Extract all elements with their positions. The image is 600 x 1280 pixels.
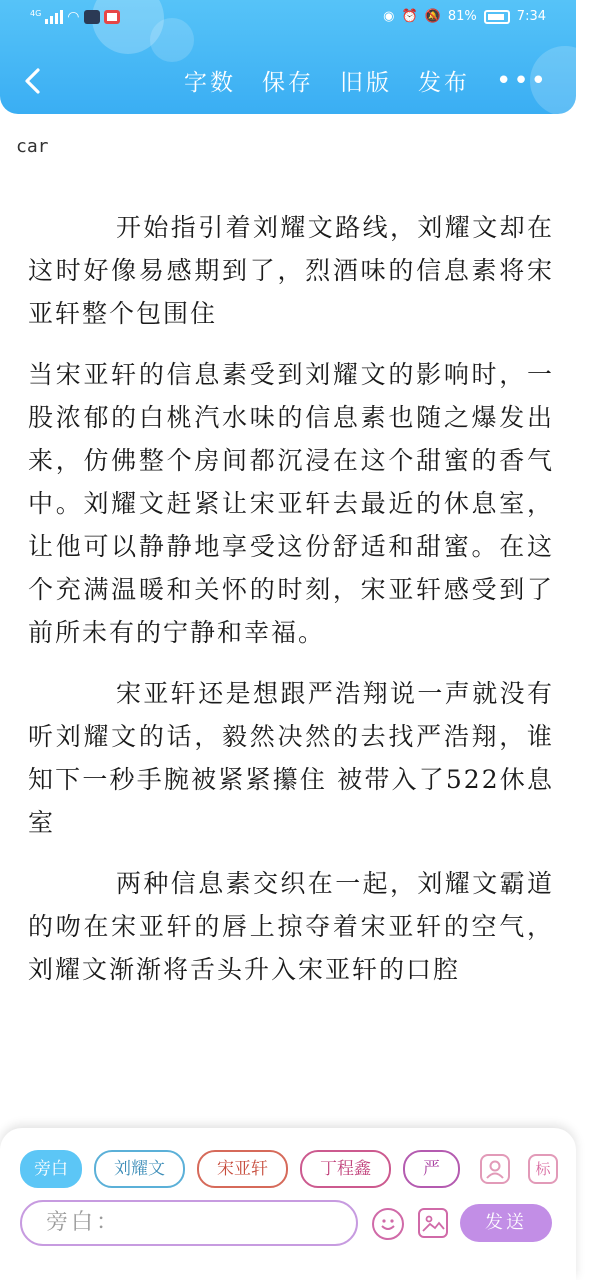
story-paragraph: 宋亚轩还是想跟严浩翔说一声就没有听刘耀文的话，毅然决然的去找严浩翔，谁知下一秒手腕被紧紧攥住 被带入了522休息室 [28, 679, 554, 837]
role-chip-list [20, 1150, 464, 1190]
app-header [0, 0, 576, 114]
word-count-button[interactable]: 字数 [183, 70, 236, 96]
battery-level: 81% [447, 9, 477, 24]
story-paragraph: 两种信息素交织在一起，刘耀文霸道的吻在宋亚轩的唇上掠夺着宋亚轩的空气，刘耀文渐渐将舌头升入宋亚轩的口腔 [28, 869, 554, 984]
app-notification-icon [104, 10, 120, 24]
role-chip-narration[interactable]: 旁白 [20, 1150, 82, 1188]
user-icon [482, 1156, 508, 1182]
tag-icon[interactable]: 标 [528, 1154, 558, 1184]
story-paragraph: 开始指引着刘耀文路线，刘耀文却在这时好像易感期到了，烈酒味的信息素将宋亚轩整个包围住 [28, 213, 554, 328]
role-chip[interactable]: 严 [403, 1150, 460, 1188]
notification-icon [84, 10, 100, 24]
story-content[interactable] [16, 128, 554, 1128]
author-tag: car [16, 136, 49, 157]
nav-bar [0, 56, 576, 108]
image-icon[interactable] [418, 1208, 448, 1238]
mute-icon: 🔕 [424, 9, 441, 24]
clock: 7:34 [516, 9, 546, 24]
story-paragraph: 当宋亚轩的信息素受到刘耀文的影响时，一股浓郁的白桃汽水味的信息素也随之爆发出来，仿佛整个房间都沉浸在这个甜蜜的香气中。刘耀文赶紧让宋亚轩去最近的休息室，让他可以静静地享受这份舒适和甜蜜。在这个充满温暖和关怀的时刻，宋亚轩感受到了前所未有的宁静和幸福。 [28, 360, 554, 647]
composer-panel [0, 1128, 576, 1280]
battery-icon [484, 10, 510, 24]
role-chip[interactable]: 宋亚轩 [197, 1150, 288, 1188]
network-type: 4G [30, 8, 42, 18]
send-button[interactable]: 发送 [460, 1204, 552, 1242]
eye-icon: ◉ [383, 9, 395, 24]
publish-button[interactable]: 发布 [417, 70, 470, 96]
emoji-icon[interactable] [372, 1208, 404, 1240]
signal-icon [45, 10, 63, 24]
role-chip[interactable]: 刘耀文 [94, 1150, 185, 1188]
back-icon[interactable] [22, 68, 48, 94]
save-button[interactable]: 保存 [261, 70, 314, 96]
alarm-icon: ⏰ [401, 9, 418, 24]
role-chip[interactable]: 丁程鑫 [300, 1150, 391, 1188]
old-version-button[interactable]: 旧版 [339, 70, 392, 96]
character-icon[interactable] [480, 1154, 510, 1184]
more-icon[interactable]: ••• [495, 65, 548, 96]
message-input[interactable]: 旁白： [20, 1200, 358, 1246]
wifi-icon: ◠ [67, 9, 80, 25]
status-bar [0, 0, 576, 38]
